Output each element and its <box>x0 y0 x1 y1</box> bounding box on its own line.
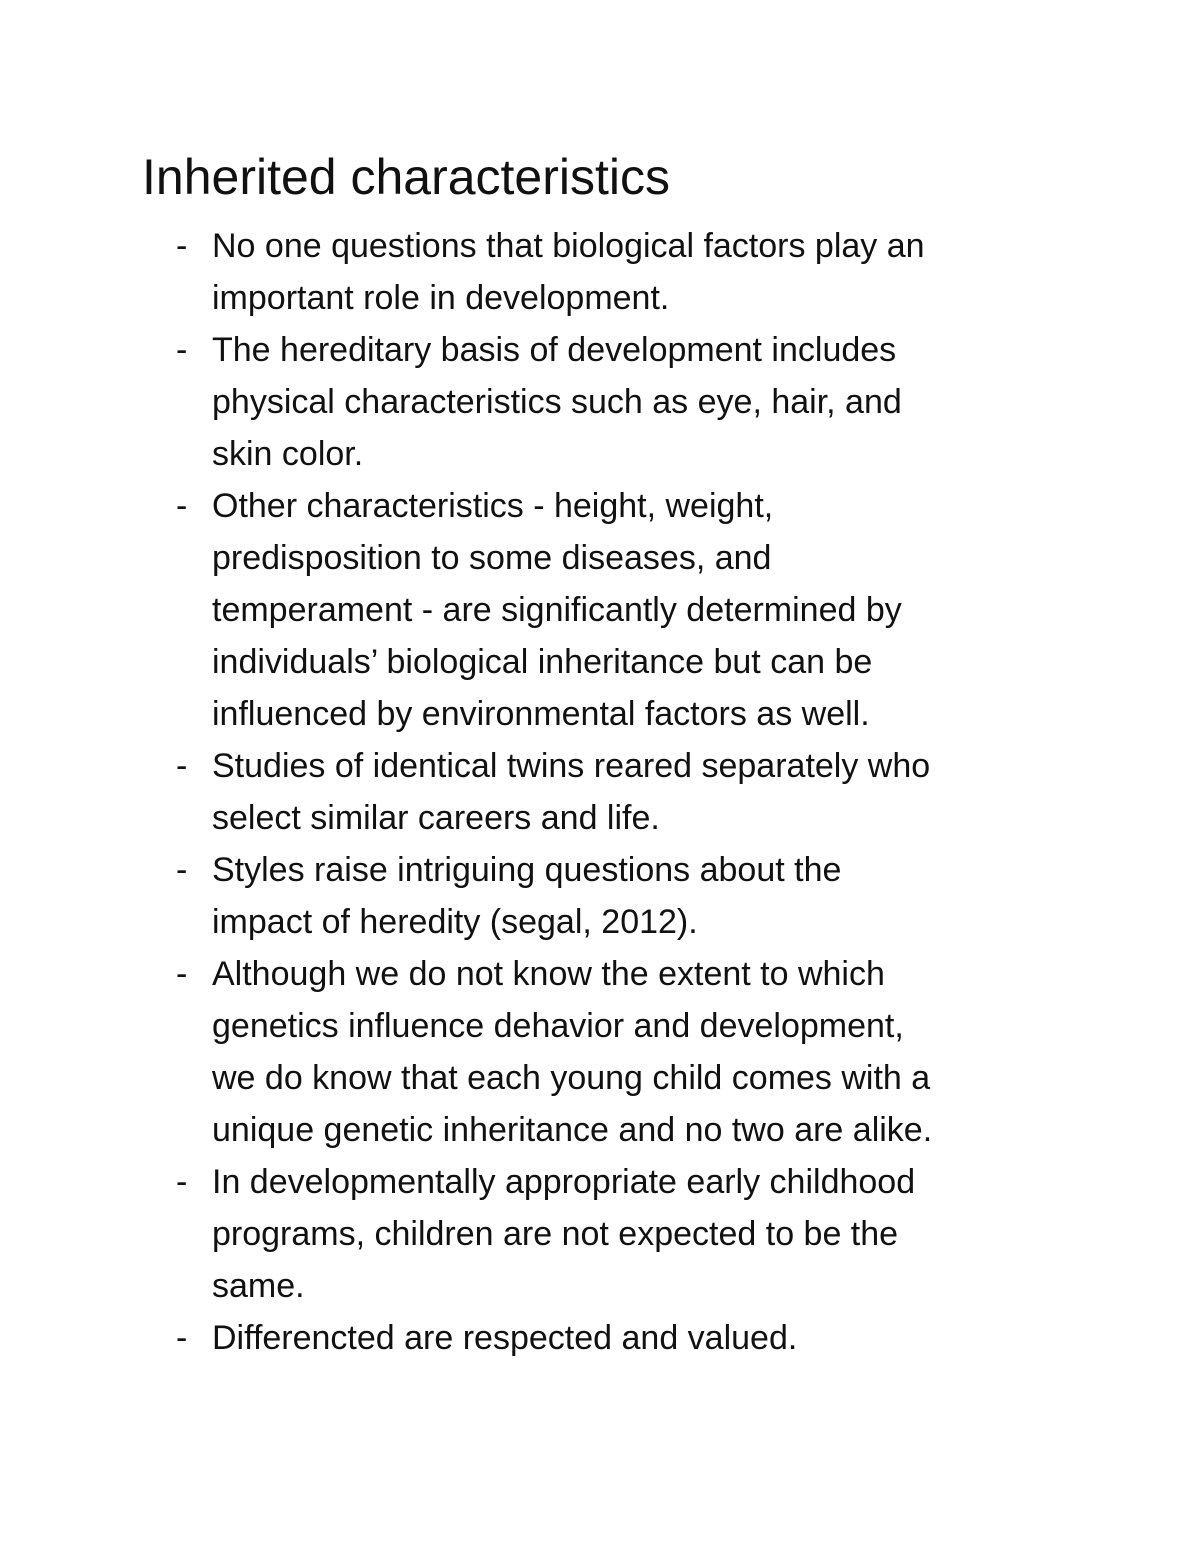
bullet-marker: - <box>176 1319 188 1357</box>
bullet-item-7 <box>176 1156 1056 1312</box>
bullet-item-2 <box>176 324 1056 480</box>
bullet-marker: - <box>176 955 188 993</box>
bullet-list <box>176 220 1056 1364</box>
bullet-line: No one questions that biological factors play an <box>212 227 925 265</box>
bullet-marker: - <box>176 1163 188 1201</box>
bullet-line: Styles raise intriguing questions about the <box>212 851 842 889</box>
bullet-item-6 <box>176 948 1056 1156</box>
page-title: Inherited characteristics <box>142 149 671 205</box>
bullet-line: genetics influence dehavior and development, <box>212 1007 904 1045</box>
bullet-item-8 <box>176 1312 1056 1364</box>
bullet-item-4 <box>176 740 1056 844</box>
bullet-marker: - <box>176 227 188 265</box>
bullet-marker: - <box>176 851 188 889</box>
bullet-line: The hereditary basis of development includes <box>212 331 897 369</box>
bullet-item-3 <box>176 480 1056 740</box>
bullet-marker: - <box>176 747 188 785</box>
bullet-line: we do know that each young child comes with a <box>212 1059 931 1097</box>
bullet-line: individuals’ biological inheritance but can be <box>212 643 873 681</box>
bullet-marker: - <box>176 331 188 369</box>
bullet-line: temperament - are significantly determined by <box>212 591 902 629</box>
bullet-line: skin color. <box>212 435 364 473</box>
bullet-line: predisposition to some diseases, and <box>212 539 772 577</box>
bullet-line: In developmentally appropriate early childhood <box>212 1163 916 1201</box>
bullet-line: programs, children are not expected to be the <box>212 1215 899 1253</box>
bullet-line: unique genetic inheritance and no two are alike. <box>212 1111 933 1149</box>
bullet-line: impact of heredity (segal, 2012). <box>212 903 698 941</box>
bullet-line: Differencted are respected and valued. <box>212 1319 798 1357</box>
bullet-line: important role in development. <box>212 279 670 317</box>
bullet-line: influenced by environmental factors as well. <box>212 695 870 733</box>
bullet-marker: - <box>176 487 188 525</box>
bullet-line: Studies of identical twins reared separately who <box>212 747 931 785</box>
bullet-line: Although we do not know the extent to which <box>212 955 885 993</box>
bullet-item-5 <box>176 844 1056 948</box>
bullet-line: physical characteristics such as eye, hair, and <box>212 383 902 421</box>
bullet-line: same. <box>212 1267 305 1305</box>
bullet-line: Other characteristics - height, weight, <box>212 487 774 525</box>
bullet-line: select similar careers and life. <box>212 799 660 837</box>
bullet-item-1 <box>176 220 1056 324</box>
